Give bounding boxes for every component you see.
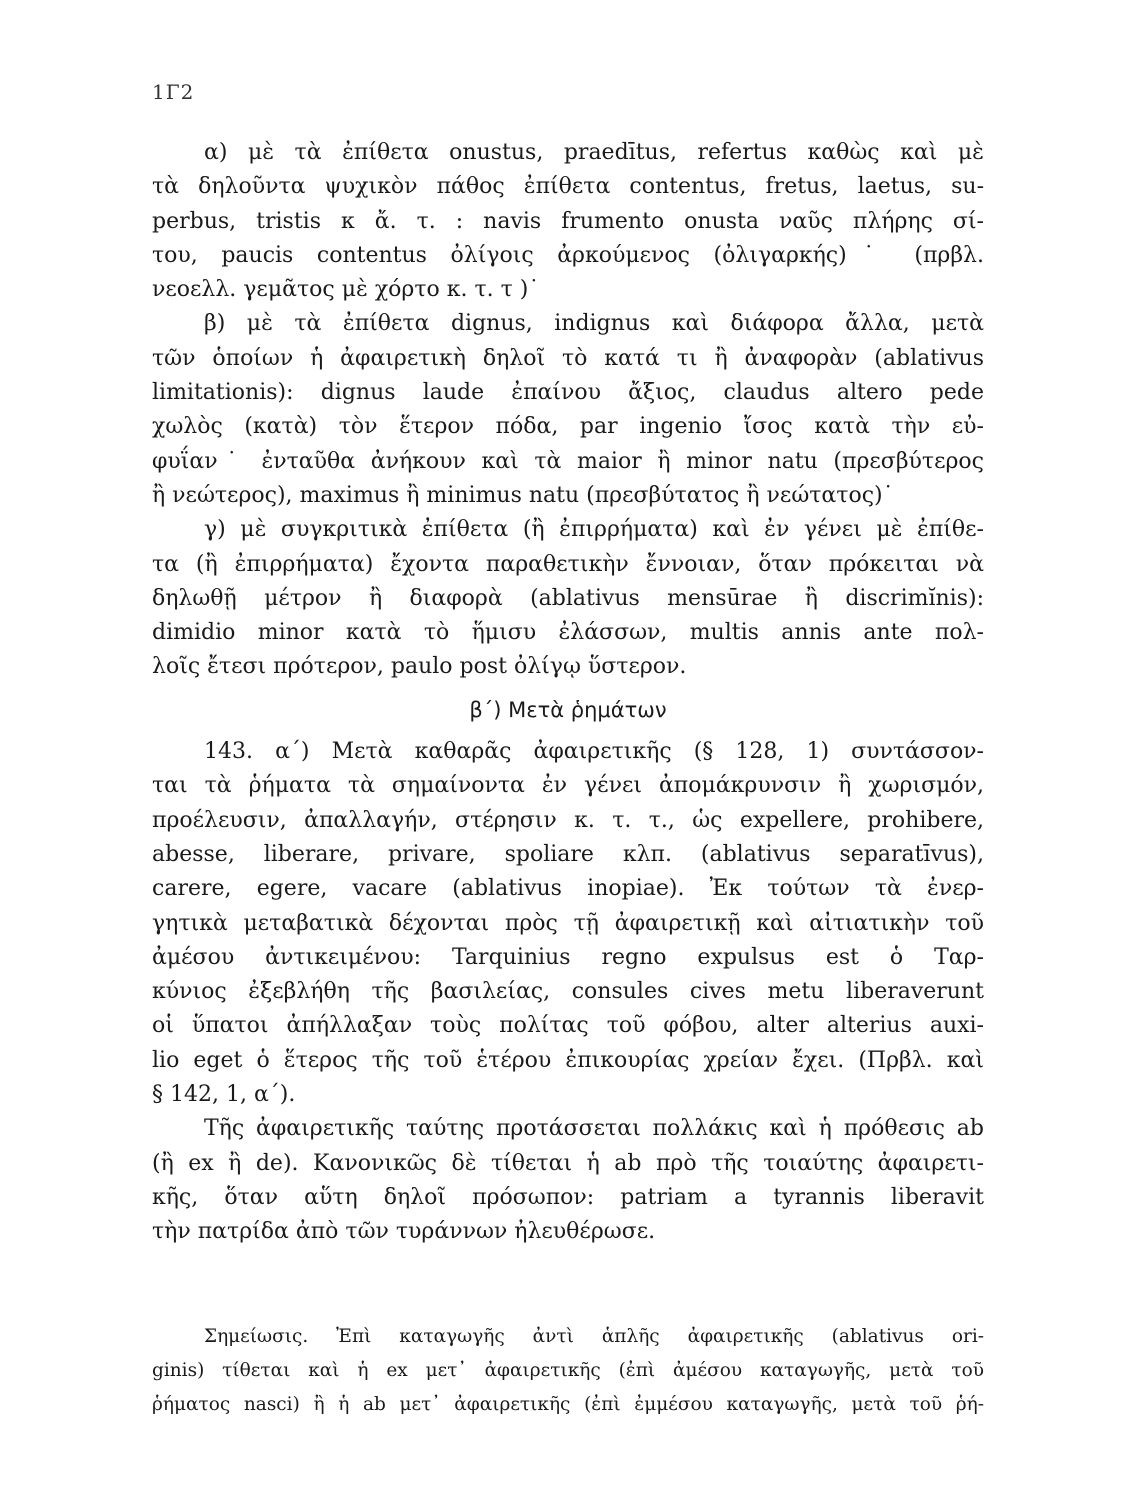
text-line: § 142, 1, α΄). — [152, 1082, 296, 1108]
text-line: χωλὸς (κατὰ) τὸν ἕτερον πόδα, par ingenio ἴσος κατὰ τὴν εὐ- — [152, 414, 984, 440]
section-a — [152, 136, 984, 307]
main-text — [152, 136, 984, 1250]
text-line: τῶν ὁποίων ἡ ἀφαιρετικὴ δηλοῖ τὸ κατά τι ἢ ἀναφορὰν (ablativus — [152, 345, 984, 371]
page-number: 1Γ2 — [152, 80, 195, 104]
text-line: limitationis): dignus laude ἐπαίνου ἄξιος, claudus altero pede — [152, 380, 984, 406]
text-line: perbus, tristis κ ἄ. τ. : navis frumento onusta ναῦς πλήρης σί- — [152, 208, 984, 234]
text-line: abesse, liberare, privare, spoliare κλπ. (ablativus separatīvus), — [152, 841, 984, 867]
section-heading: β΄) Μετὰ ῥημάτων — [469, 697, 667, 722]
text-line: γ) μὲ συγκριτικὰ ἐπίθετα (ἢ ἐπιρρήματα) καὶ ἐν γένει μὲ ἐπίθε- — [204, 517, 984, 543]
section-b — [152, 307, 984, 513]
text-line: τὰ δηλοῦντα ψυχικὸν πάθος ἐπίθετα contentus, fretus, laetus, su- — [152, 174, 984, 200]
note-line: ginis) τίθεται καὶ ἡ ex μετ᾽ ἀφαιρετικῆς (ἐπὶ ἀμέσου καταγωγῆς, μετὰ τοῦ — [152, 1360, 984, 1381]
text-line: ἀμέσου ἀντικειμένου: Tarquinius regno expulsus est ὁ Ταρ- — [152, 944, 984, 970]
section-c — [152, 513, 984, 684]
text-line: lio eget ὁ ἕτερος τῆς τοῦ ἑτέρου ἐπικουρίας χρείαν ἔχει. (Πρβλ. καὶ — [152, 1047, 984, 1073]
text-line: α) μὲ τὰ ἐπίθετα onustus, praedītus, refertus καθὼς καὶ μὲ — [204, 140, 984, 165]
text-line: dimidio minor κατὰ τὸ ἥμισυ ἐλάσσων, multis annis ante πολ- — [152, 620, 984, 646]
text-line: του, paucis contentus ὀλίγοις ἀρκούμενος (ὀλιγαρκής)˙ (πρβλ. — [152, 242, 984, 268]
text-line: Τῆς ἀφαιρετικῆς ταύτης προτάσσεται πολλάκις καὶ ἡ πρόθεσις ab — [204, 1116, 984, 1142]
text-line: τὴν πατρίδα ἀπὸ τῶν τυράννων ἠλευθέρωσε. — [152, 1219, 656, 1245]
text-line: β) μὲ τὰ ἐπίθετα dignus, indignus καὶ διάφορα ἄλλα, μετὰ — [204, 311, 984, 337]
text-line: ἢ νεώτερος), maximus ἢ minimus natu (πρεσβύτατος ἢ νεώτατος)˙ — [152, 482, 894, 508]
text-line: (ἢ ex ἢ de). Κανονικῶς δὲ τίθεται ἡ ab πρὸ τῆς τοιαύτης ἀφαιρετι- — [152, 1150, 984, 1176]
note — [152, 1320, 984, 1422]
text-line: ται τὰ ῥήματα τὰ σημαίνοντα ἐν γένει ἀπομάκρυνσιν ἢ χωρισμόν, — [152, 773, 984, 799]
note-line: Σημείωσις. Ἐπὶ καταγωγῆς ἀντὶ ἁπλῆς ἀφαιρετικῆς (ablativus ori- — [204, 1326, 984, 1347]
text-line: νεοελλ. γεμᾶτος μὲ χόρτο κ. τ. τ )˙ — [152, 277, 540, 303]
text-line: κῆς, ὅταν αὕτη δηλοῖ πρόσωπον: patriam a tyrannis liberavit — [152, 1184, 984, 1210]
paragraph-143 — [152, 735, 984, 1112]
text-line: γητικὰ μεταβατικὰ δέχονται πρὸς τῇ ἀφαιρετικῇ καὶ αἰτιατικὴν τοῦ — [152, 910, 984, 936]
text-line: προέλευσιν, ἀπαλλαγήν, στέρησιν κ. τ. τ., ὡς expellere, prohibere, — [152, 807, 984, 833]
text-line: κύνιος ἐξεβλήθη τῆς βασιλείας, consules cives metu liberaverunt — [152, 979, 984, 1005]
text-line: δηλωθῇ μέτρον ἢ διαφορὰ (ablativus mensūrae ἢ discrimĭnis): — [152, 585, 984, 611]
text-line: 143. α΄) Μετὰ καθαρᾶς ἀφαιρετικῆς (§ 128, 1) συντάσσον- — [204, 739, 984, 765]
text-line: τα (ἢ ἐπιρρήματα) ἔχοντα παραθετικὴν ἔννοιαν, ὅταν πρόκειται νὰ — [152, 551, 984, 577]
note-line: ῥήματος nasci) ἢ ἡ ab μετ᾽ ἀφαιρετικῆς (ἐπὶ ἐμμέσου καταγωγῆς, μετὰ τοῦ ῥή- — [152, 1394, 984, 1415]
text-line: carere, egere, vacare (ablativus inopiae). Ἐκ τούτων τὰ ἐνερ- — [152, 876, 984, 902]
text-line: οἱ ὕπατοι ἀπήλλαξαν τοὺς πολίτας τοῦ φόβου, alter alterius auxi- — [152, 1013, 984, 1039]
paragraph-ab — [152, 1112, 984, 1249]
text-line: λοῖς ἔτεσι πρότερον, paulo post ὀλίγῳ ὕστερον. — [152, 654, 687, 680]
text-line: φυΐαν˙ ἐνταῦθα ἀνήκουν καὶ τὰ maior ἢ minor natu (πρεσβύτερος — [152, 448, 984, 474]
